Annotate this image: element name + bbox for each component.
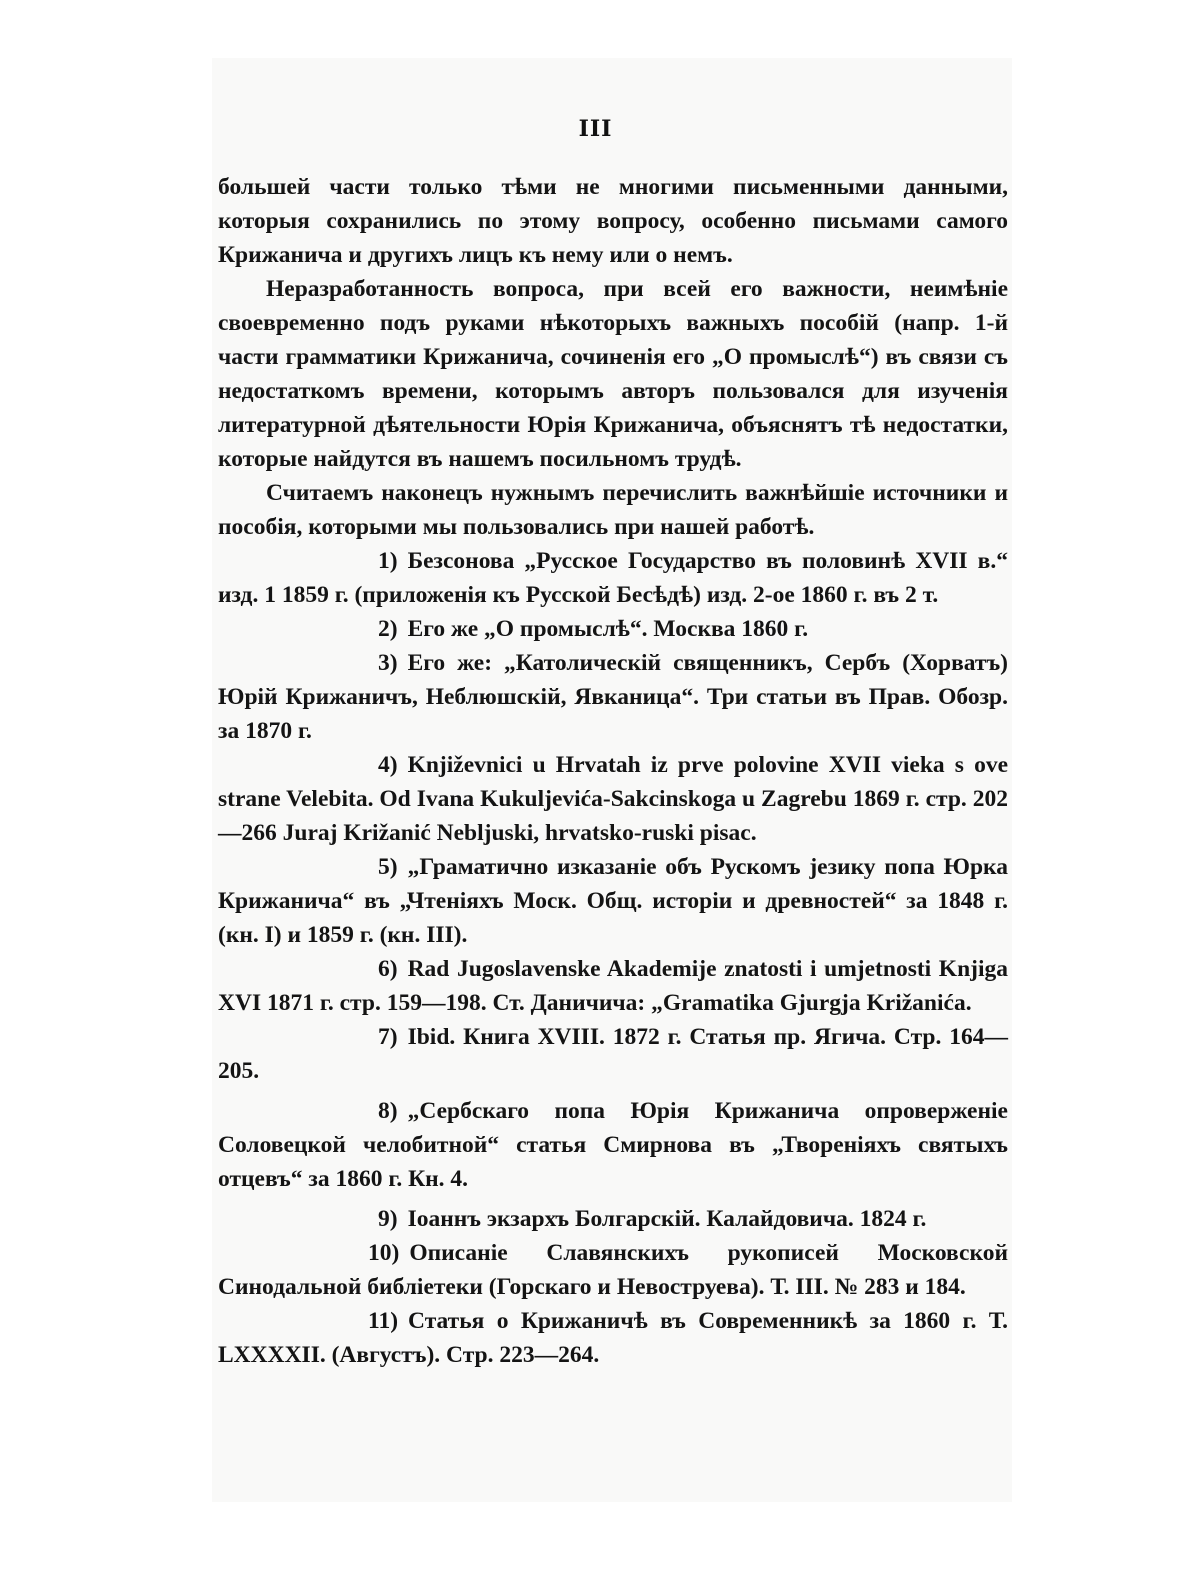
reference-text: Статья о Крижаничѣ въ Современникѣ за 1860 г. Т. LXXXXII. (Августъ). Стр. 223—264. [218,1308,1008,1368]
reference-item [218,1202,1008,1236]
page-number: III [578,116,613,142]
reference-text: Его же: „Католическій священникъ, Сербъ (Хорватъ) Юрій Крижаничъ, Неблюшскій, Явканица“. Три статьи въ Прав. Обозр. за 1870 г. [218,650,1008,744]
reference-number: 11) [368,1308,399,1334]
reference-item [218,1094,1008,1196]
paragraph-shortcomings: Неразработанность вопроса, при всей его важности, неимѣніе своевременно подъ руками нѣкоторыхъ важныхъ пособій (напр. 1-й части грамматики Крижанича, сочиненія его „О промыслѣ“) въ связи съ недостаткомъ времени, которымъ авторъ пользовался для изученія литературной дѣятельности Юрія Крижанича, объяснятъ тѣ недостатки, которые найдутся въ нашемъ посильномъ трудѣ. [218,276,1008,472]
page-body [218,170,1008,1372]
reference-item [218,544,1008,612]
reference-text: Безсонова „Русское Государство въ половинѣ XVII в.“ изд. 1 1859 г. (приложенія къ Русской Бесѣдѣ) изд. 2-ое 1860 г. въ 2 т. [218,548,1008,608]
paragraph-sources-intro: Считаемъ наконецъ нужнымъ перечислить важнѣйшіе источники и пособія, которыми мы пользовались при нашей работѣ. [218,480,1008,540]
reference-item [218,748,1008,850]
reference-text: Его же „О промыслѣ“. Москва 1860 г. [407,616,809,642]
reference-number: 4) [378,752,398,778]
reference-item [218,850,1008,952]
reference-number: 1) [378,548,398,574]
reference-number: 8) [378,1098,398,1124]
reference-item [218,612,1008,646]
reference-text: Rad Jugoslavenske Akademije znatosti i umjetnosti Knjiga XVI 1871 г. стр. 159—198. Ст. Даничича: „Gramatika Gjurgja Križanića. [218,956,1008,1016]
reference-item [218,952,1008,1020]
reference-number: 9) [378,1206,398,1232]
reference-text: Описаніе Славянскихъ рукописей Московской Синодальной библіетеки (Горскаго и Невоструева). Т. III. № 283 и 184. [218,1240,1008,1300]
reference-text: Іоаннъ экзархъ Болгарскій. Калайдовича. 1824 г. [407,1206,927,1232]
reference-text: „Сербскаго попа Юрія Крижанича опроверженіе Соловецкой челобитной“ статья Смирнова въ „Твореніяхъ святыхъ отцевъ“ за 1860 г. Кн. 4. [218,1098,1008,1192]
reference-number: 10) [368,1240,400,1266]
reference-number: 2) [378,616,398,642]
reference-item [218,646,1008,748]
reference-item [218,1236,1008,1304]
reference-item [218,1304,1008,1372]
reference-number: 5) [378,854,398,880]
reference-number: 3) [378,650,398,676]
reference-number: 6) [378,956,398,982]
paragraph-continuation: большей части только тѣми не многими письменными данными, которыя сохранились по этому вопросу, особенно письмами самого Крижанича и другихъ лицъ къ нему или о немъ. [218,174,1008,268]
reference-text: Književnici u Hrvatah iz prve polovine XVII vieka s ove strane Velebita. Od Ivana Kukuljevića-Sakcinskoga u Zagrebu 1869 г. стр. 202—266 Juraj Križanić Nebljuski, hrvatsko-ruski pisac. [218,752,1008,846]
reference-text: „Граматично изказаніе объ Рускомъ језику попа Юрка Крижанича“ въ „Чтеніяхъ Моск. Общ. исторіи и древностей“ за 1848 г. (кн. I) и 1859 г. (кн. III). [218,854,1008,948]
reference-text: Ibid. Книга XVIII. 1872 г. Статья пр. Ягича. Стр. 164—205. [218,1024,1008,1084]
reference-number: 7) [378,1024,398,1050]
reference-item [218,1020,1008,1088]
